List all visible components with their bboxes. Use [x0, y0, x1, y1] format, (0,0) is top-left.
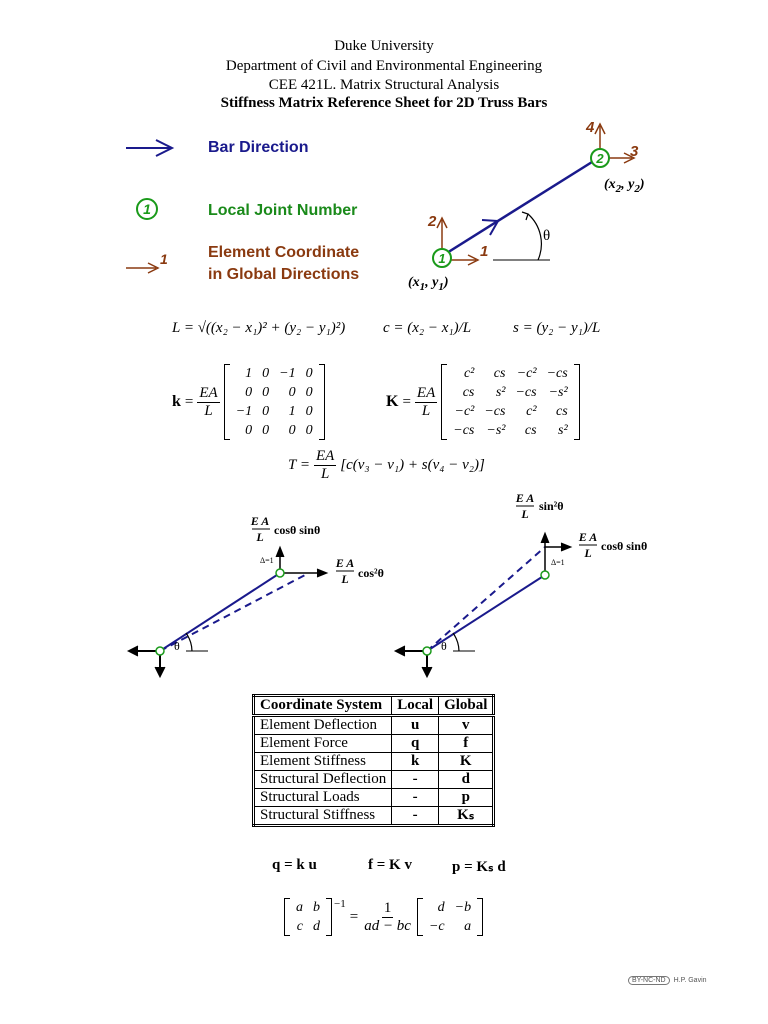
dof-2-label: 2 [428, 213, 437, 230]
matrix-cell: −s² [548, 385, 568, 400]
matrix-cell: d [313, 919, 320, 934]
svg-text:cosθ sinθ: cosθ sinθ [601, 539, 648, 553]
element-coord-symbol: 1 [160, 251, 168, 267]
matrix-cell: −c [428, 919, 445, 934]
local-symbol: - [392, 807, 439, 826]
table-row [254, 716, 494, 735]
element-coordinate-label-2: in Global Directions [208, 266, 360, 283]
relation-global: f = K v [368, 857, 412, 873]
truss-bar-diagram [390, 112, 680, 302]
author-credit: H.P. Gavin [673, 977, 707, 984]
svg-text:L: L [256, 530, 264, 544]
license-badge[interactable]: BY-NC-ND [628, 976, 670, 985]
k-matrix-body [224, 364, 325, 440]
joint-number-icon [134, 196, 160, 222]
global-symbol: K [439, 753, 494, 771]
formula-bar-force: T = $\frac{EA}{L}$ [c(v₃ − v₁) + s(v₄ − v₂)] [288, 448, 485, 482]
dof-3-label: 3 [630, 143, 639, 160]
ea-over-l-fraction-2: $\frac{EA}{L}$ [416, 385, 436, 419]
svg-text:L: L [521, 507, 529, 521]
inverse-rhs-matrix [417, 898, 483, 936]
local-symbol: k [392, 753, 439, 771]
matrix-cell: 1 [245, 366, 253, 381]
matrix-cell: a [296, 900, 303, 915]
svg-text:cos²θ: cos²θ [358, 566, 384, 580]
dof-1-label: 1 [480, 243, 489, 260]
matrix-cell: c² [463, 366, 475, 381]
svg-text:θ: θ [441, 639, 447, 653]
matrix-cell: cs [524, 423, 537, 438]
svg-text:E A: E A [578, 530, 598, 544]
svg-text:L: L [341, 572, 349, 586]
row-label: Structural Stiffness [254, 807, 392, 826]
matrix-cell: 0 [262, 404, 270, 419]
matrix-cell: 0 [305, 404, 313, 419]
svg-text:sin²θ: sin²θ [539, 499, 564, 513]
col-header-local: Local [392, 696, 439, 716]
matrix-cell: c² [526, 404, 537, 419]
matrix-cell: s² [495, 385, 506, 400]
bar-direction-arrow-icon [120, 136, 180, 160]
matrix-cell: cs [462, 385, 475, 400]
matrix-cell: cs [556, 404, 568, 419]
matrix-inverse-formula: a b c d −1 = $\frac{1}{ad - bc}$ d −b −c a [284, 898, 483, 936]
matrix-cell: s² [558, 423, 568, 438]
local-stiffness-matrix: k = $\frac{EA}{L}$ 1 0 −1 0 0 0 0 0 −1 0 1 0 0 0 0 0 [172, 364, 325, 440]
svg-text:E A: E A [335, 556, 355, 570]
matrix-cell: 0 [245, 423, 253, 438]
svg-text:L: L [584, 546, 592, 560]
bar-line [442, 157, 600, 256]
K-matrix-body [441, 364, 579, 440]
element-coordinate-arrow-icon [122, 250, 182, 280]
global-symbol: Kₛ [439, 807, 494, 826]
matrix-cell: 0 [288, 385, 296, 400]
global-symbol: d [439, 771, 494, 789]
page-title: Stiffness Matrix Reference Sheet for 2D Truss Bars [220, 95, 548, 111]
matrix-cell: 0 [262, 423, 270, 438]
matrix-cell: −s² [486, 423, 506, 438]
table-row [254, 771, 494, 789]
department-name: Department of Civil and Environmental Engineering [225, 58, 543, 74]
joint-number-symbol: 1 [143, 201, 151, 217]
global-symbol: f [439, 735, 494, 753]
svg-text:E A: E A [250, 514, 270, 528]
matrix-cell: b [313, 900, 320, 915]
matrix-cell: 0 [305, 385, 313, 400]
bar-direction-label: Bar Direction [208, 139, 309, 156]
row-label: Element Stiffness [254, 753, 392, 771]
matrix-cell: −cs [515, 385, 537, 400]
matrix-cell: c [296, 919, 303, 934]
matrix-cell: 0 [288, 423, 296, 438]
local-symbol: q [392, 735, 439, 753]
global-symbol: v [439, 716, 494, 735]
university-name: Duke University [334, 38, 434, 54]
local-symbol: u [392, 716, 439, 735]
row-label: Structural Deflection [254, 771, 392, 789]
global-symbol: p [439, 789, 494, 807]
table-row [254, 807, 494, 826]
svg-text:Δ=1: Δ=1 [551, 558, 565, 567]
coordinate-table [252, 694, 495, 827]
dof-4-label: 4 [586, 119, 595, 136]
row-label: Element Force [254, 735, 392, 753]
inverse-exponent: −1 [334, 898, 346, 910]
formula-length: L = √((x₂ − x₁)² + (y₂ − y₁)²) [172, 320, 346, 336]
matrix-cell: 0 [305, 366, 313, 381]
local-joint-number-label: Local Joint Number [208, 202, 358, 219]
table-row [254, 735, 494, 753]
matrix-cell: −1 [235, 404, 253, 419]
matrix-cell: a [464, 919, 472, 934]
K-label: K [386, 393, 399, 410]
svg-text:θ: θ [174, 639, 180, 653]
joint-1-label: 1 [438, 251, 446, 266]
matrix-cell: cs [493, 366, 506, 381]
k-label: k [172, 393, 181, 410]
svg-text:Δ=1: Δ=1 [260, 556, 274, 565]
local-symbol: - [392, 771, 439, 789]
theta-label: θ [543, 228, 551, 244]
matrix-cell: −cs [453, 423, 475, 438]
matrix-cell: 0 [245, 385, 253, 400]
table-row [254, 789, 494, 807]
matrix-cell: −1 [279, 366, 296, 381]
table-row [254, 753, 494, 771]
relation-local: q = k u [272, 857, 317, 873]
deformation-diagram-vertical [365, 485, 685, 690]
matrix-cell: 0 [262, 385, 270, 400]
formula-sine: s = (y₂ − y₁)/L [513, 320, 601, 336]
matrix-cell: −b [454, 900, 472, 915]
row-label: Structural Loads [254, 789, 392, 807]
col-header-system: Coordinate System [254, 696, 392, 716]
global-stiffness-matrix: K = $\frac{EA}{L}$ c² cs −c² −cs cs s² −cs −s² −c² −cs c² cs −cs −s² cs s² [386, 364, 580, 440]
coord-1-label: ($x_1$, $y_1$) [408, 275, 449, 293]
col-header-global: Global [439, 696, 494, 716]
matrix-cell: 1 [288, 404, 296, 419]
element-coordinate-label-1: Element Coordinate [208, 244, 360, 261]
footer [628, 976, 707, 985]
theta-arc [528, 214, 541, 260]
row-label: Element Deflection [254, 716, 392, 735]
matrix-cell: −c² [516, 366, 537, 381]
matrix-cell: 0 [262, 366, 270, 381]
local-symbol: - [392, 789, 439, 807]
svg-text:cosθ sinθ: cosθ sinθ [274, 523, 321, 537]
coord-2-label: ($x_2$, $y_2$) [604, 177, 645, 195]
joint-2-label: 2 [596, 151, 604, 166]
relation-structural: p = Kₛ d [452, 859, 506, 875]
course-name: CEE 421L. Matrix Structural Analysis [268, 77, 500, 93]
matrix-cell: −cs [484, 404, 506, 419]
inverse-lhs-matrix [284, 898, 332, 936]
ea-over-l-fraction: $\frac{EA}{L}$ [199, 385, 218, 419]
svg-text:E A: E A [515, 491, 535, 505]
matrix-cell: −cs [546, 366, 568, 381]
matrix-cell: 0 [305, 423, 313, 438]
coordinate-table-container [252, 694, 495, 827]
matrix-cell: d [437, 900, 445, 915]
formula-cosine: c = (x₂ − x₁)/L [383, 320, 472, 336]
matrix-cell: −c² [454, 404, 475, 419]
